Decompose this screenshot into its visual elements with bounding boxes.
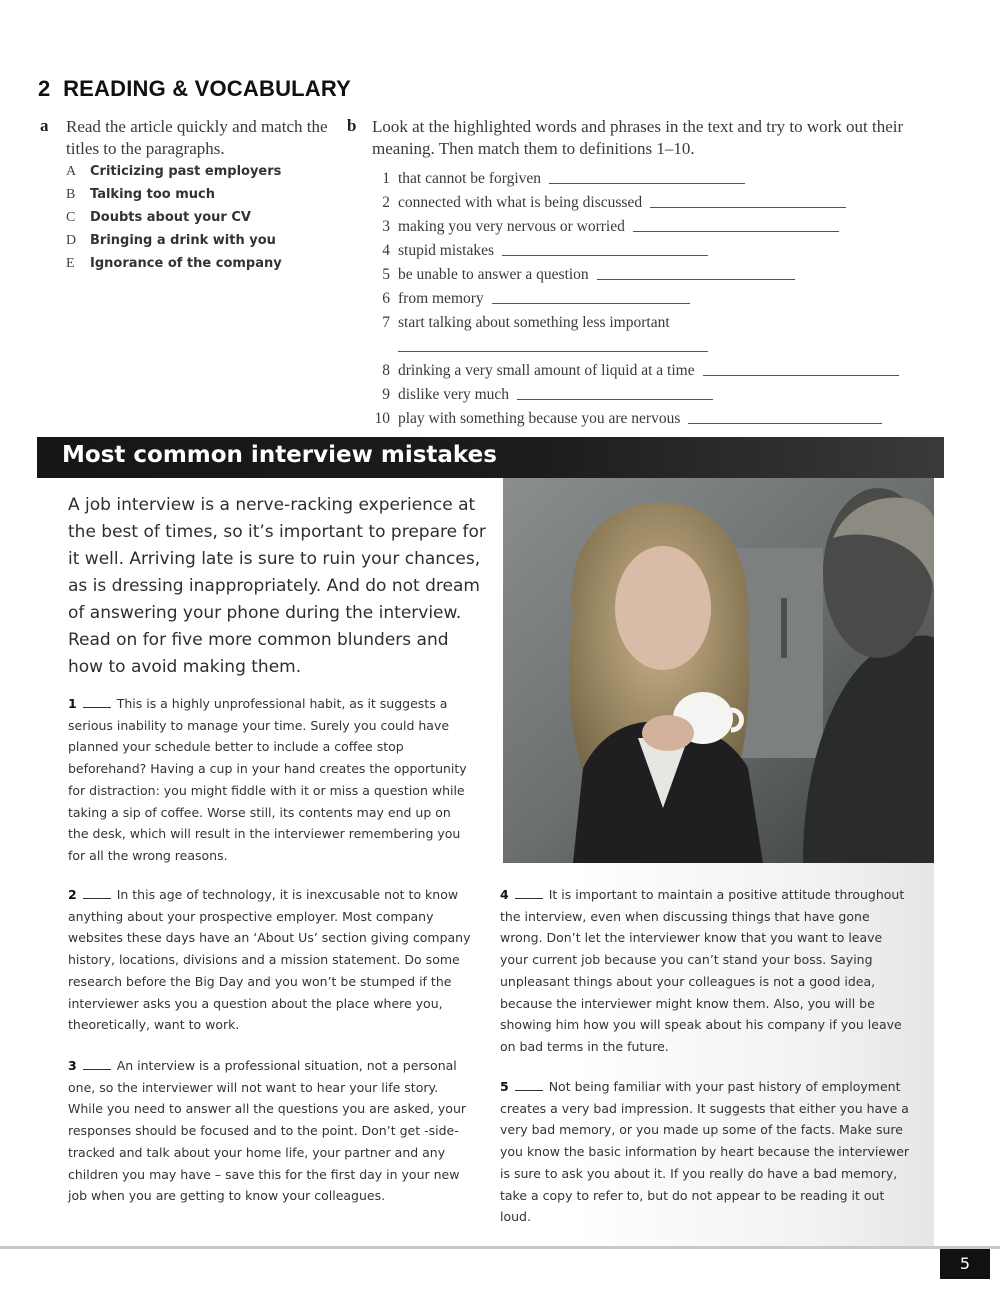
paragraph-answer-blank[interactable] [515, 1080, 543, 1091]
definition-text: connected with what is being discussed [398, 194, 643, 211]
definitions-list [362, 164, 899, 428]
definition-text: be unable to answer a question [398, 266, 589, 283]
answer-blank[interactable] [597, 278, 795, 280]
title-item [66, 233, 282, 256]
paragraph-answer-blank[interactable] [83, 1059, 111, 1070]
title-text: Criticizing past employers [90, 164, 282, 179]
title-letter: D [66, 233, 77, 248]
title-text: Bringing a drink with you [90, 233, 276, 248]
task-a-letter: a [40, 116, 49, 135]
paragraph-answer-blank[interactable] [83, 697, 111, 708]
task-b-instruction: Look at the highlighted words and phrases in the text and try to work out their meaning. Then match them to definitions 1–10. [372, 117, 904, 158]
section-title: READING & VOCABULARY [63, 76, 352, 101]
answer-blank[interactable] [398, 350, 708, 352]
title-letter: A [66, 164, 77, 179]
definition-number: 5 [382, 266, 390, 283]
definition-item-continuation [362, 332, 899, 356]
article-intro: A job interview is a nerve-racking experience at the best of times, so it’s important to prepare for it well. Arriving late is sure to ruin your chances, as is dressing inappropriately. And do not dream of answering your phone during the interview. Read on for five more common blunders and how to avoid making them. [68, 495, 486, 677]
task-a-instruction: Read the article quickly and match the titles to the paragraphs. [66, 117, 328, 158]
article-paragraph-3 [68, 1055, 473, 1207]
definition-number: 6 [382, 290, 390, 307]
task-b-letter: b [347, 116, 357, 135]
definition-number: 10 [374, 410, 390, 427]
article-paragraph-4 [500, 884, 910, 1058]
interview-photo-illustration [503, 478, 934, 863]
definition-number: 7 [382, 314, 390, 331]
answer-blank[interactable] [688, 422, 882, 424]
answer-blank[interactable] [502, 254, 708, 256]
paragraph-text: It is important to maintain a positive attitude throughout the interview, even when discussing things that have gone wrong. Don’t let the interviewer know that you want to leave your current job because you can’t stand your boss. Saying unpleasant things about your colleagues is not a good idea, because the interviewer might know them. Also, you will be showing him how you will speak about his company if you leave on bad terms in the future. [500, 887, 905, 1054]
definition-number: 3 [382, 218, 390, 235]
definition-number: 9 [382, 386, 390, 403]
paragraph-text: In this age of technology, it is inexcusable not to know anything about your prospective employer. Most company websites these days have an ‘About Us’ section giving company history, locations, divisions and a mission statement. Do some research before the Big Day and you won’t be stumped if the interviewer asks you a question about the place where you, theoretically, want to work. [68, 887, 471, 1033]
definition-text: drinking a very small amount of liquid at a time [398, 362, 695, 379]
article-paragraph-2 [68, 884, 473, 1036]
definition-item [362, 164, 899, 188]
title-item [66, 164, 282, 187]
definition-item [362, 404, 899, 428]
paragraph-text: An interview is a professional situation, not a personal one, so the interviewer will not want to hear your life story. While you need to answer all the questions you are asked, your responses should be focused and to the point. Don’t get -side-tracked and talk about your home life, your partner and any children you may have – save this for the first day in your new job when you are getting to know your colleagues. [68, 1058, 467, 1204]
answer-blank[interactable] [703, 374, 899, 376]
definition-text: that cannot be forgiven [398, 170, 542, 187]
title-text: Talking too much [90, 187, 215, 202]
definition-item [362, 308, 899, 332]
definition-item [362, 236, 899, 260]
paragraph-number: 2 [68, 887, 77, 902]
answer-blank[interactable] [633, 230, 839, 232]
paragraph-number: 1 [68, 696, 77, 711]
definition-item [362, 188, 899, 212]
paragraph-number: 3 [68, 1058, 77, 1073]
definition-number: 8 [382, 362, 390, 379]
definition-text: stupid mistakes [398, 242, 495, 259]
section-heading [38, 76, 351, 102]
answer-blank[interactable] [492, 302, 690, 304]
paragraph-answer-blank[interactable] [83, 888, 111, 899]
page-bottom-rule [0, 1246, 1000, 1249]
definition-number: 1 [382, 170, 390, 187]
paragraph-text: This is a highly unprofessional habit, as it suggests a serious inability to manage your time. Surely you could have planned your schedule better to include a coffee stop beforehand? Having a cup in your hand creates the opportunity for distraction: you might fiddle with it or miss a question while taking a sip of coffee. Worse still, its contents may end up on the desk, which will result in the interviewer remembering you for all the wrong reasons. [68, 696, 467, 863]
paragraph-number: 5 [500, 1079, 509, 1094]
definition-item [362, 356, 899, 380]
title-letter: E [66, 256, 75, 271]
answer-blank[interactable] [549, 182, 745, 184]
definition-item [362, 380, 899, 404]
definition-text: making you very nervous or worried [398, 218, 625, 235]
answer-blank[interactable] [650, 206, 846, 208]
article-paragraph-1 [68, 693, 473, 867]
title-item [66, 210, 282, 233]
paragraph-text: Not being familiar with your past history of employment creates a very bad impression. It suggests that either you have a very bad memory, or you made up some of the facts. Make sure you know the basic information by heart because the interviewer is sure to ask you about it. If you really do have a bad memory, take a copy to refer to, but do not appear to be reading it out loud. [500, 1079, 910, 1225]
definition-number: 2 [382, 194, 390, 211]
title-letter: B [66, 187, 76, 202]
article-photo [503, 478, 934, 863]
definition-text: start talking about something less important [398, 314, 670, 331]
answer-blank[interactable] [517, 398, 713, 400]
definition-item [362, 212, 899, 236]
title-letter: C [66, 210, 76, 225]
title-item [66, 256, 282, 279]
paragraph-number: 4 [500, 887, 509, 902]
page-number: 5 [959, 1254, 971, 1273]
title-text: Ignorance of the company [90, 256, 282, 271]
article-paragraph-5 [500, 1076, 910, 1228]
definition-number: 4 [382, 242, 390, 259]
definition-item [362, 284, 899, 308]
definition-text: dislike very much [398, 386, 510, 403]
definition-item [362, 260, 899, 284]
definition-text: from memory [398, 290, 484, 307]
article-title: Most common interview mistakes [62, 442, 497, 468]
titles-list [66, 164, 282, 279]
title-item [66, 187, 282, 210]
section-number: 2 [38, 76, 51, 101]
title-text: Doubts about your CV [90, 210, 251, 225]
paragraph-answer-blank[interactable] [515, 888, 543, 899]
definition-text: play with something because you are nervous [398, 410, 681, 427]
